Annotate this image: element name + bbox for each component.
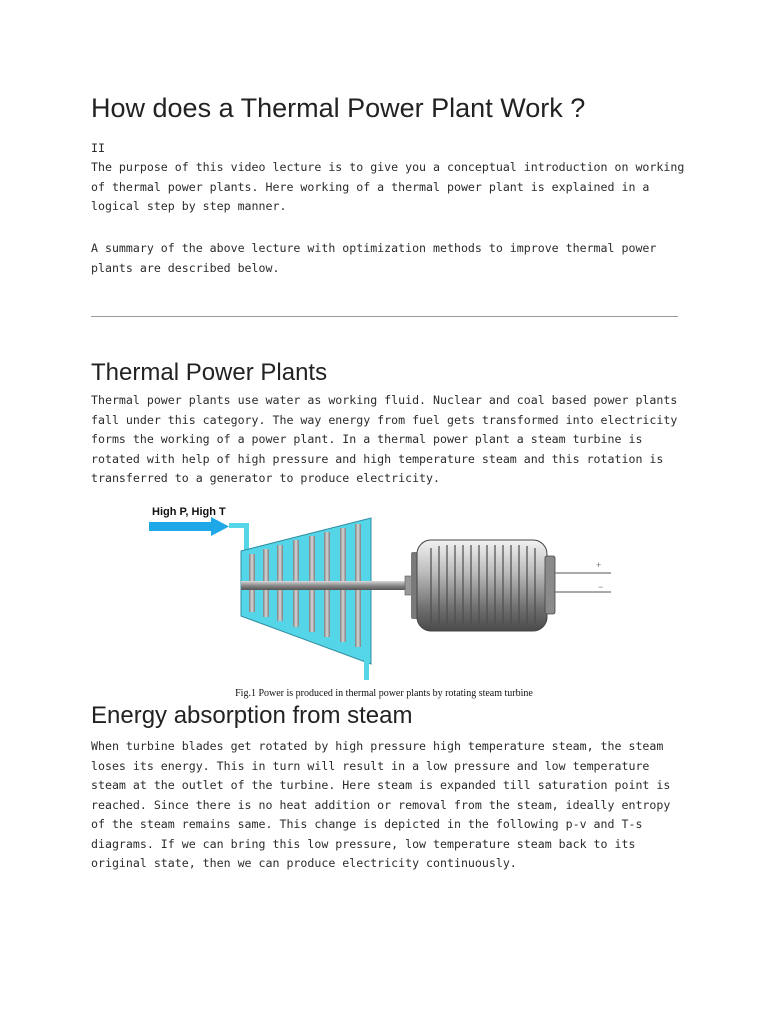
outlet-pipe [364,658,369,680]
thermal-power-plants-paragraph: Thermal power plants use water as working fluid. Nuclear and coal based power plants fall under this category. The way energy from fuel gets transformed into electricity forms the working of a power plant. In a thermal power plant a steam turbine is rotated with help of high pressure and high temperature steam and this rotation is transferred to a generator to produce electricity. [91,393,678,485]
section-heading-thermal-power-plants: Thermal Power Plants [91,359,328,386]
minus-sign: − [598,582,604,592]
turbine-generator-diagram [149,496,613,680]
inlet-pipe [229,523,249,553]
turbine-casing [241,518,371,664]
intro-paragraph: The purpose of this video lecture is to give you a conceptual introduction on working of thermal power plants. Here working of a thermal power plant is explained in a logical step by step manner. [91,160,685,213]
section-heading-energy-absorption: Energy absorption from steam [91,702,413,729]
turbine-generator-figure [149,496,613,680]
plus-sign: + [596,560,602,570]
steam-inlet-arrow [149,517,229,536]
figure-caption: Fig.1 Power is produced in thermal power plants by rotating steam turbine [235,688,533,699]
page-title: How does a Thermal Power Plant Work ? [91,93,586,123]
section-divider [91,316,678,317]
inlet-label: High P, High T [152,506,226,518]
generator [411,540,555,631]
marker-text: II [91,141,105,155]
summary-paragraph: A summary of the above lecture with optimization methods to improve thermal power plants are described below. [91,241,657,275]
turbine-shaft [241,581,417,590]
energy-absorption-paragraph: When turbine blades get rotated by high pressure high temperature steam, the steam loses its energy. This in turn will result in a low pressure and low temperature steam at the outlet of the turbine. Here steam is expanded till saturation point is reached. Since there is no heat addition or removal from the steam, ideally entropy of the steam remains same. This change is depicted in the following p-v and T-s diagrams. If we can bring this low pressure, low temperature steam back to its original state, then we can produce electricity continuously. [91,739,671,870]
